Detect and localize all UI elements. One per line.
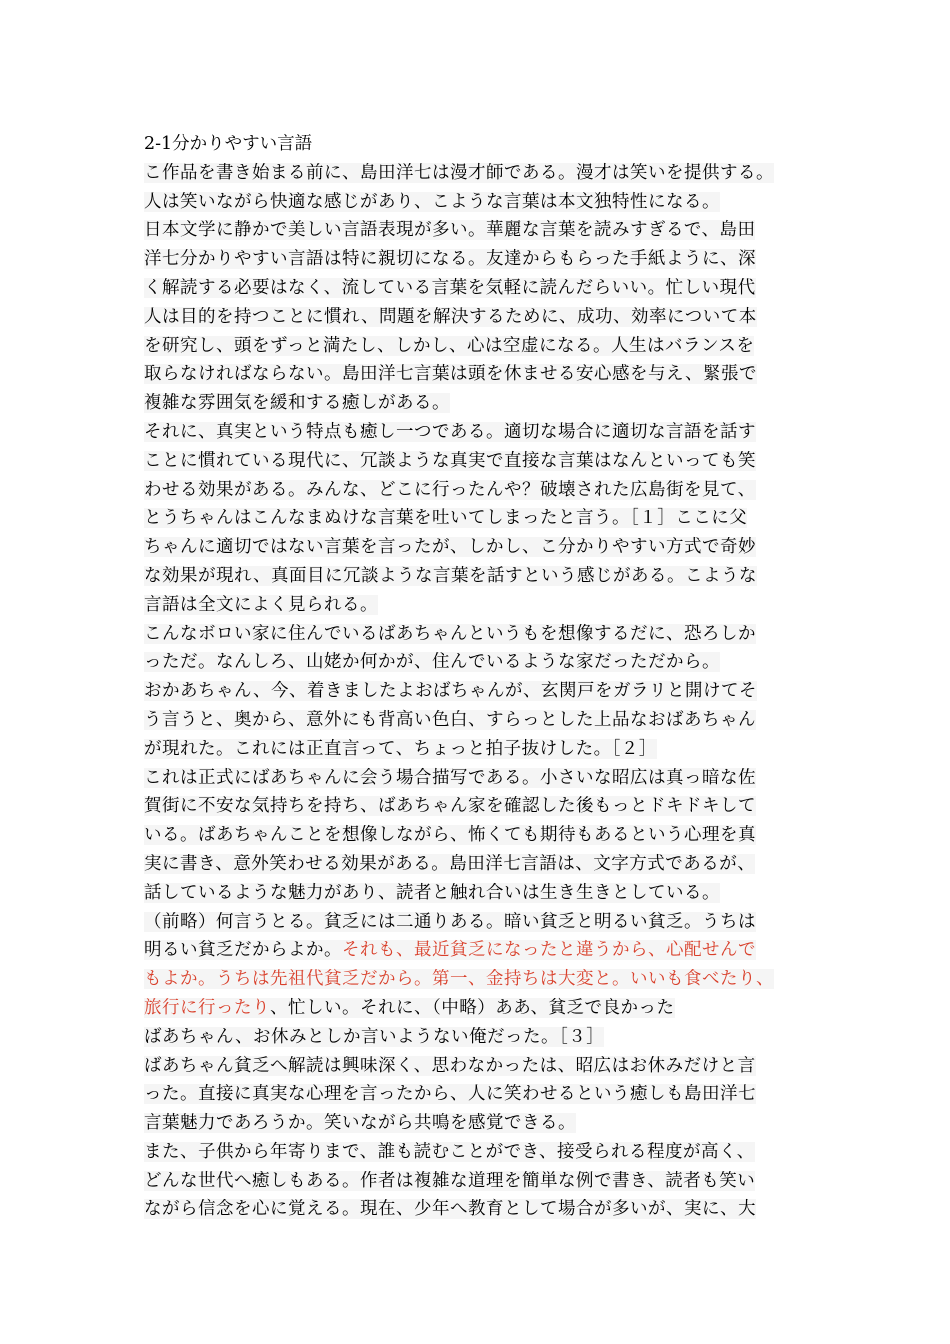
text-line — [144, 1195, 824, 1224]
text-line — [144, 706, 824, 735]
text-line — [144, 188, 824, 217]
text-segment: こ作品を書き始まる前に、島田洋七は漫才師である。漫才は笑いを提供する。 — [144, 162, 774, 183]
text-segment: 人は笑いながら快適な感じがあり、こような言葉は本文独特性になる。 — [144, 191, 720, 212]
text-segment: く解読する必要はなく、流している言葉を気軽に読んだらいい。忙しい現代 — [144, 277, 756, 298]
text-segment: う言うと、奥から、意外にも背高い色白、すらっとした上品なおばあちゃん — [144, 709, 756, 730]
quoted-red-text: それも、最近貧乏になったと違うから、心配せんで — [342, 940, 756, 961]
text-segment: 実に書き、意外笑わせる効果がある。島田洋七言語は、文字方式であるが、 — [144, 853, 756, 874]
text-segment: これは正式にばあちゃんに会う場合描写である。小さいな昭広は真っ暗な佐 — [144, 767, 756, 788]
text-segment: 賀街に不安な気持ちを持ち、ばあちゃん家を確認した後もっとドキドキして — [144, 796, 756, 817]
text-segment: 人は目的を持つことに慣れ、問題を解決するために、成功、効率について本 — [144, 306, 757, 327]
quoted-red-text: 旅行に行ったり — [144, 997, 270, 1018]
text-line — [144, 159, 824, 188]
text-line — [144, 504, 824, 533]
text-line — [144, 360, 824, 389]
text-line — [144, 735, 824, 764]
text-line — [144, 1167, 824, 1196]
text-segment: いる。ばあちゃんことを想像しながら、怖くても期待もあるという心理を真 — [144, 825, 756, 846]
text-line — [144, 764, 824, 793]
text-segment: が現れた。これには正直言って、ちょっと拍子抜けした。［２］ — [144, 738, 657, 759]
text-segment: 洋七分かりやすい言語は特に親切になる。友達からもらった手紙ように、深 — [144, 249, 756, 270]
text-segment: ばあちゃん貧乏へ解読は興味深く、思わなかったは、昭広はお休みだけと言 — [144, 1055, 756, 1076]
text-line — [144, 476, 824, 505]
text-line — [144, 994, 824, 1023]
text-line — [144, 1138, 824, 1167]
text-segment: とうちゃんはこんなまぬけな言葉を吐いてしまったと言う。［１］ここに父 — [144, 508, 748, 529]
text-line — [144, 389, 824, 418]
text-line — [144, 303, 824, 332]
text-line — [144, 850, 824, 879]
text-line — [144, 591, 824, 620]
section-heading: 2-1分かりやすい言語 — [144, 134, 313, 154]
quoted-red-text: もよか。うちは先祖代貧乏だから。第一、金持ちは大変と。いいも食べたり、 — [144, 969, 774, 990]
text-segment: ばあちゃん、お休みとしか言いようない俺だった。［３］ — [144, 1026, 605, 1047]
text-segment: った。直接に真実な心理を言ったから、人に笑わせるという癒しも島田洋七 — [144, 1084, 756, 1105]
text-segment: ことに慣れている現代に、冗談ような真実で直接な言葉はなんといっても笑 — [144, 450, 756, 471]
text-line — [144, 1023, 824, 1052]
text-line — [144, 216, 824, 245]
text-line — [144, 562, 824, 591]
text-segment: 、忙しい。それに、（中略）ああ、貧乏で良かった — [270, 997, 675, 1018]
text-segment: こんなボロい家に住んでいるばあちゃんというもを想像するだに、恐ろしか — [144, 623, 756, 644]
text-line — [144, 879, 824, 908]
text-segment: 日本文学に静かで美しい言語表現が多い。華麗な言葉を読みすぎるで、島田 — [144, 220, 756, 241]
text-segment: おかあちゃん、今、着きましたよおばちゃんが、玄関戸をガラリと開けてそ — [144, 681, 758, 702]
text-segment: （前略）何言うとる。貧乏には二通りある。暗い貧乏と明るい貧乏。うちは — [144, 911, 756, 932]
text-line — [144, 648, 824, 677]
text-line — [144, 533, 824, 562]
paragraph-lines — [144, 159, 824, 1224]
text-segment: それに、真実という特点も癒し一つである。適切な場合に適切な言語を話す — [144, 421, 756, 442]
text-segment: ちゃんに適切ではない言葉を言ったが、しかし、こ分かりやすい方式で奇妙 — [144, 537, 756, 558]
text-line — [144, 1052, 824, 1081]
text-line — [144, 1109, 824, 1138]
text-segment: な効果が現れ、真面目に冗談ような言葉を話すという感じがある。こような — [144, 565, 758, 586]
text-segment: 話しているような魅力があり、読者と触れ合いは生き生きとしている。 — [144, 882, 720, 903]
text-segment: わせる効果がある。みんな、どこに行ったんや？破壊された広島街を見て、 — [144, 479, 756, 500]
text-line — [144, 447, 824, 476]
text-segment: また、子供から年寄りまで、誰も読むことができ、接受られる程度が高く、 — [144, 1141, 755, 1162]
text-segment: 取らなければならない。島田洋七言葉は頭を休ませる安心感を与え、緊張で — [144, 364, 758, 385]
text-line — [144, 792, 824, 821]
text-segment: 言葉魅力であろうか。笑いながら共鳴を感覚できる。 — [144, 1113, 576, 1134]
text-segment: ながら信念を心に覚える。現在、少年へ教育として場合が多いが、実に、大 — [144, 1199, 756, 1220]
text-segment: 複雑な雰囲気を緩和する癒しがある。 — [144, 393, 450, 414]
document-body — [144, 130, 824, 1224]
text-line — [144, 418, 824, 447]
text-line — [144, 274, 824, 303]
text-line — [144, 936, 824, 965]
text-line — [144, 677, 824, 706]
text-segment: っただ。なんしろ、山姥か何かが、住んでいるような家だっただから。 — [144, 652, 720, 673]
text-line — [144, 965, 824, 994]
text-line — [144, 908, 824, 937]
text-line — [144, 332, 824, 361]
text-segment: 言語は全文によく見られる。 — [144, 594, 378, 615]
text-segment: を研究し、頭をずっと満たし、しかし、心は空虚になる。人生はバランスを — [144, 335, 755, 356]
text-line — [144, 620, 824, 649]
text-segment: 明るい貧乏だからよか。 — [144, 940, 342, 961]
text-line — [144, 1080, 824, 1109]
text-line — [144, 245, 824, 274]
text-segment: どんな世代へ癒しもある。作者は複雑な道理を簡単な例で書き、読者も笑い — [144, 1170, 756, 1191]
text-line — [144, 821, 824, 850]
